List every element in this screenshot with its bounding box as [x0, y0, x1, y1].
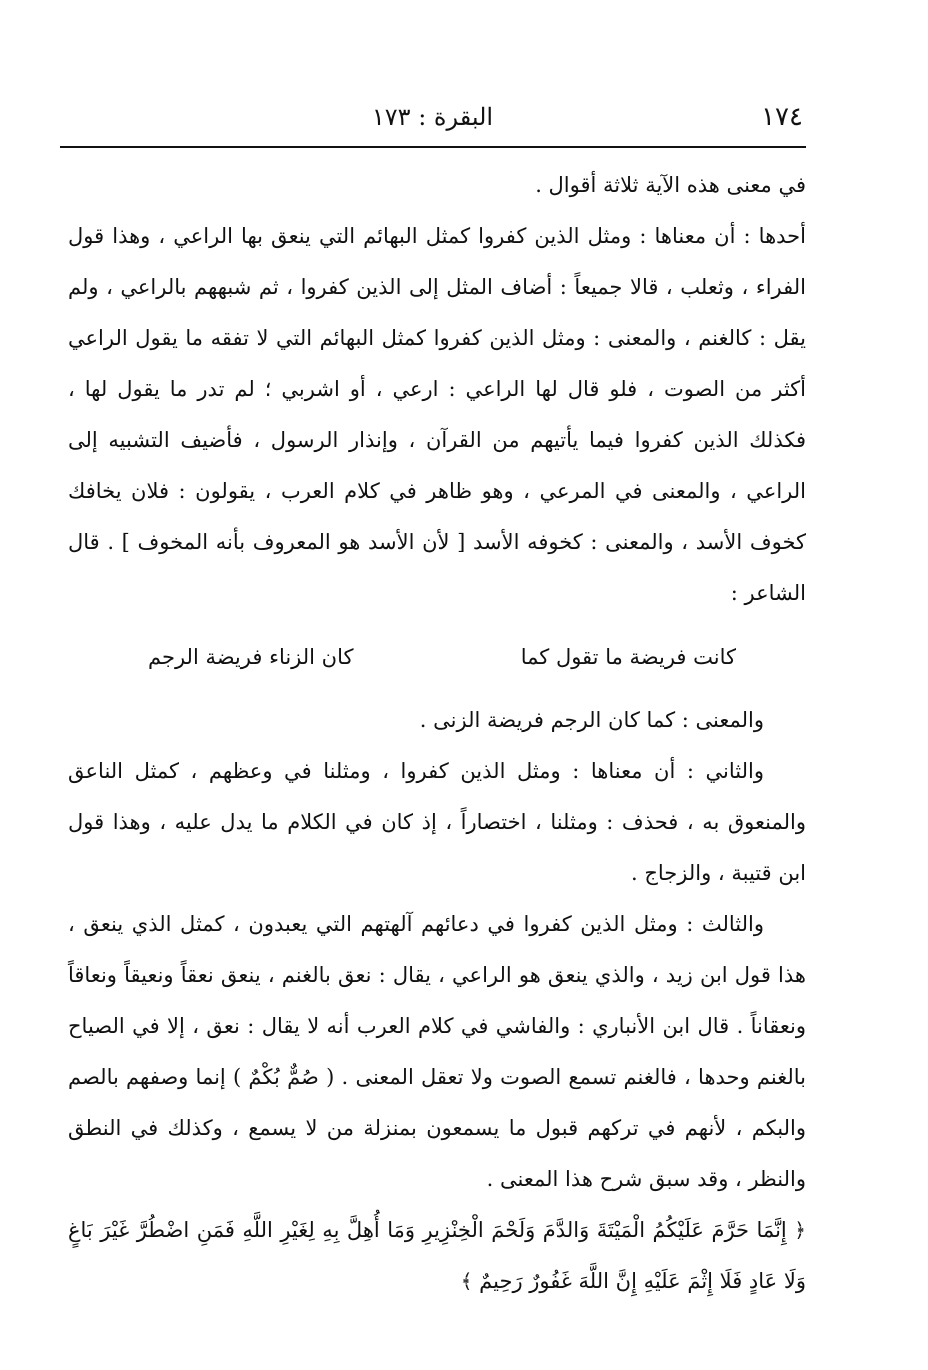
page-header [60, 100, 805, 146]
quran-open-bracket: ﴿ [794, 1218, 806, 1242]
quran-close-bracket: ﴾ [460, 1269, 473, 1293]
verse-second-hemistich: كان الزناء فريضة الرجم [148, 645, 354, 669]
quran-verse [68, 1205, 806, 1307]
verse-first-hemistich: كانت فريضة ما تقول كما [520, 645, 736, 669]
intro-line: في معنى هذه الآية ثلاثة أقوال . [535, 173, 806, 197]
poetry-verse [68, 619, 806, 695]
paragraph-third-opinion: والثالث : ومثل الذين كفروا في دعائهم آلهتهم التي يعبدون ، كمثل الذي ينعق ، هذا قول ابن زيد ، والذي ينعق هو الراعي ، يقال : نعق بالغنم ، ينعق نعقاً ونعيقاً ونعاقاً ونعقاناً . قال ابن الأنباري : والفاشي في كلام العرب أنه لا يقال : نعق ، إلا في الصياح بالغنم وحدها ، فالغنم تسمع الصوت ولا تعقل المعنى . ( صُمٌّ بُكْمٌ ) إنما وصفهم بالصم والبكم ، لأنهم في تركهم قبول ما يسمعون بمنزلة من لا يسمع ، وكذلك في النطق والنظر ، وقد سبق شرح هذا المعنى . [68, 912, 806, 1191]
paragraph-second-opinion: والثاني : أن معناها : ومثل الذين كفروا ، ومثلنا في وعظهم ، كمثل الناعق والمنعوق به ، فحذف : ومثلنا ، اختصاراً ، إذ كان في الكلام ما يدل عليه ، وهذا قول ابن قتيبة ، والزجاج . [68, 759, 806, 885]
page-number: ١٧٤ [761, 102, 803, 132]
body-text [68, 160, 806, 1307]
running-title: البقرة : ١٧٣ [371, 103, 494, 131]
paragraph-first-opinion: أحدها : أن معناها : ومثل الذين كفروا كمثل البهائم التي ينعق بها الراعي ، وهذا قول الفراء ، وثعلب ، قالا جميعاً : أضاف المثل إلى الذين كفروا ، ثم شبههم بالراعي ، ولم يقل : كالغنم ، والمعنى : ومثل الذين كفروا كمثل البهائم التي لا تفقه ما يقول الراعي أكثر من الصوت ، فلو قال لها الراعي : ارعي ، أو اشربي ؛ لم تدر ما يقول لها ، فكذلك الذين كفروا فيما يأتيهم من القرآن ، وإنذار الرسول ، فأضيف التشبيه إلى الراعي ، والمعنى في المرعي ، وهو ظاهر في كلام العرب ، يقولون : فلان يخافك كخوف الأسد ، والمعنى : كخوفه الأسد [ لأن الأسد هو المعروف بأنه المخوف ] . قال الشاعر : [68, 224, 806, 605]
header-rule [60, 146, 806, 148]
paragraph-verse-meaning: والمعنى : كما كان الرجم فريضة الزنى . [419, 708, 764, 732]
quran-verse-text: إِنَّمَا حَرَّمَ عَلَيْكُمُ الْمَيْتَةَ وَالدَّمَ وَلَحْمَ الْخِنْزِيرِ وَمَا أُهِلَّ بِهِ لِغَيْرِ اللَّهِ فَمَنِ اضْطُرَّ غَيْرَ بَاغٍ وَلَا عَادٍ فَلَا إِثْمَ عَلَيْهِ إِنَّ اللَّهَ غَفُورٌ رَحِيمٌ [68, 1218, 806, 1293]
